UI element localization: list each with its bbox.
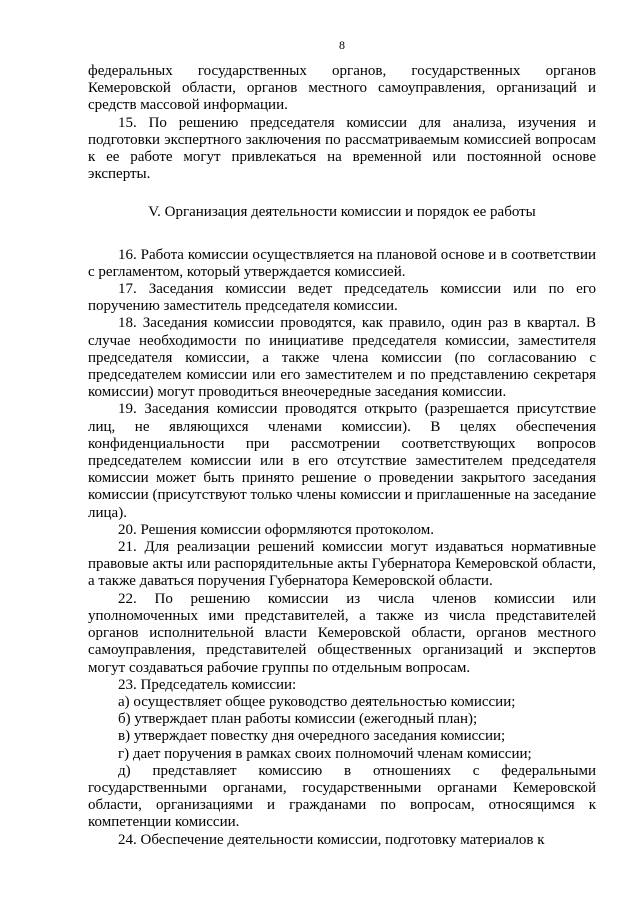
list-item-v: в) утверждает повестку дня очередного заседания комиссии; [118,728,506,745]
paragraph-19: 19. Заседания комиссии проводятся открыто (разрешается присутствие лиц, не являющихся членами комиссии). В целях обеспечения конфиденциальности при рассмотрении соответствующих вопросов председателем комиссии или в его отсутствие заместителем председателя комиссии может быть принято решение о проведении закрытого заседания комиссии (присутствуют только члены комиссии и приглашенные на заседание лица). [88,401,596,521]
paragraph-23: 23. Председатель комиссии: [118,676,297,693]
list-item-b: б) утверждает план работы комиссии (ежегодный план); [118,711,478,728]
paragraph-17: 17. Заседания комиссии ведет председатель комиссии или по его поручению заместитель председателя комиссии. [88,281,596,315]
document-body [88,63,596,849]
paragraph-21: 21. Для реализации решений комиссии могут издаваться нормативные правовые акты или распорядительные акты Губернатора Кемеровской области, а также даваться поручения Губернатора Кемеровской области. [88,539,596,590]
paragraph-22: 22. По решению комиссии из числа членов комиссии или уполномоченных ими представителей, а также из числа представителей органов исполнительной власти Кемеровской области, органов местного самоуправления, представителей общественных организаций и экспертов могут создаваться рабочие группы по отдельным вопросам. [88,590,596,676]
paragraph-18: 18. Заседания комиссии проводятся, как правило, один раз в квартал. В случае необходимости по инициативе председателя комиссии, заместителя председателя комиссии, а также члена комиссии (по согласованию с председателем комиссии или его заместителем и по представлению секретаря комиссии) могут проводиться внеочередные заседания комиссии. [88,315,596,401]
paragraph-16: 16. Работа комиссии осуществляется на плановой основе и в соответствии с регламентом, который утверждается комиссией. [88,246,596,280]
paragraph-24: 24. Обеспечение деятельности комиссии, подготовку материалов к [118,831,545,848]
section-title: V. Организация деятельности комиссии и порядок ее работы [148,204,536,221]
list-item-a: а) осуществляет общее руководство деятельностью комиссии; [118,693,516,710]
paragraph-20: 20. Решения комиссии оформляются протоколом. [118,521,434,538]
page-number: 8 [339,38,345,52]
list-item-g: г) дает поручения в рамках своих полномочий членам комиссии; [118,745,532,762]
paragraph-15: 15. По решению председателя комиссии для анализа, изучения и подготовки экспертного заключения по рассматриваемым комиссией вопросам к ее работе могут привлекаться на временной или постоянной основе эксперты. [88,114,596,183]
continuation-paragraph: федеральных государственных органов, государственных органов Кемеровской области, органов местного самоуправления, организаций и средств массовой информации. [88,63,596,114]
list-item-d: д) представляет комиссию в отношениях с федеральными государственными органами, государственными органами Кемеровской области, организациями и гражданами по вопросам, относящимся к компетенции комиссии. [88,762,596,831]
